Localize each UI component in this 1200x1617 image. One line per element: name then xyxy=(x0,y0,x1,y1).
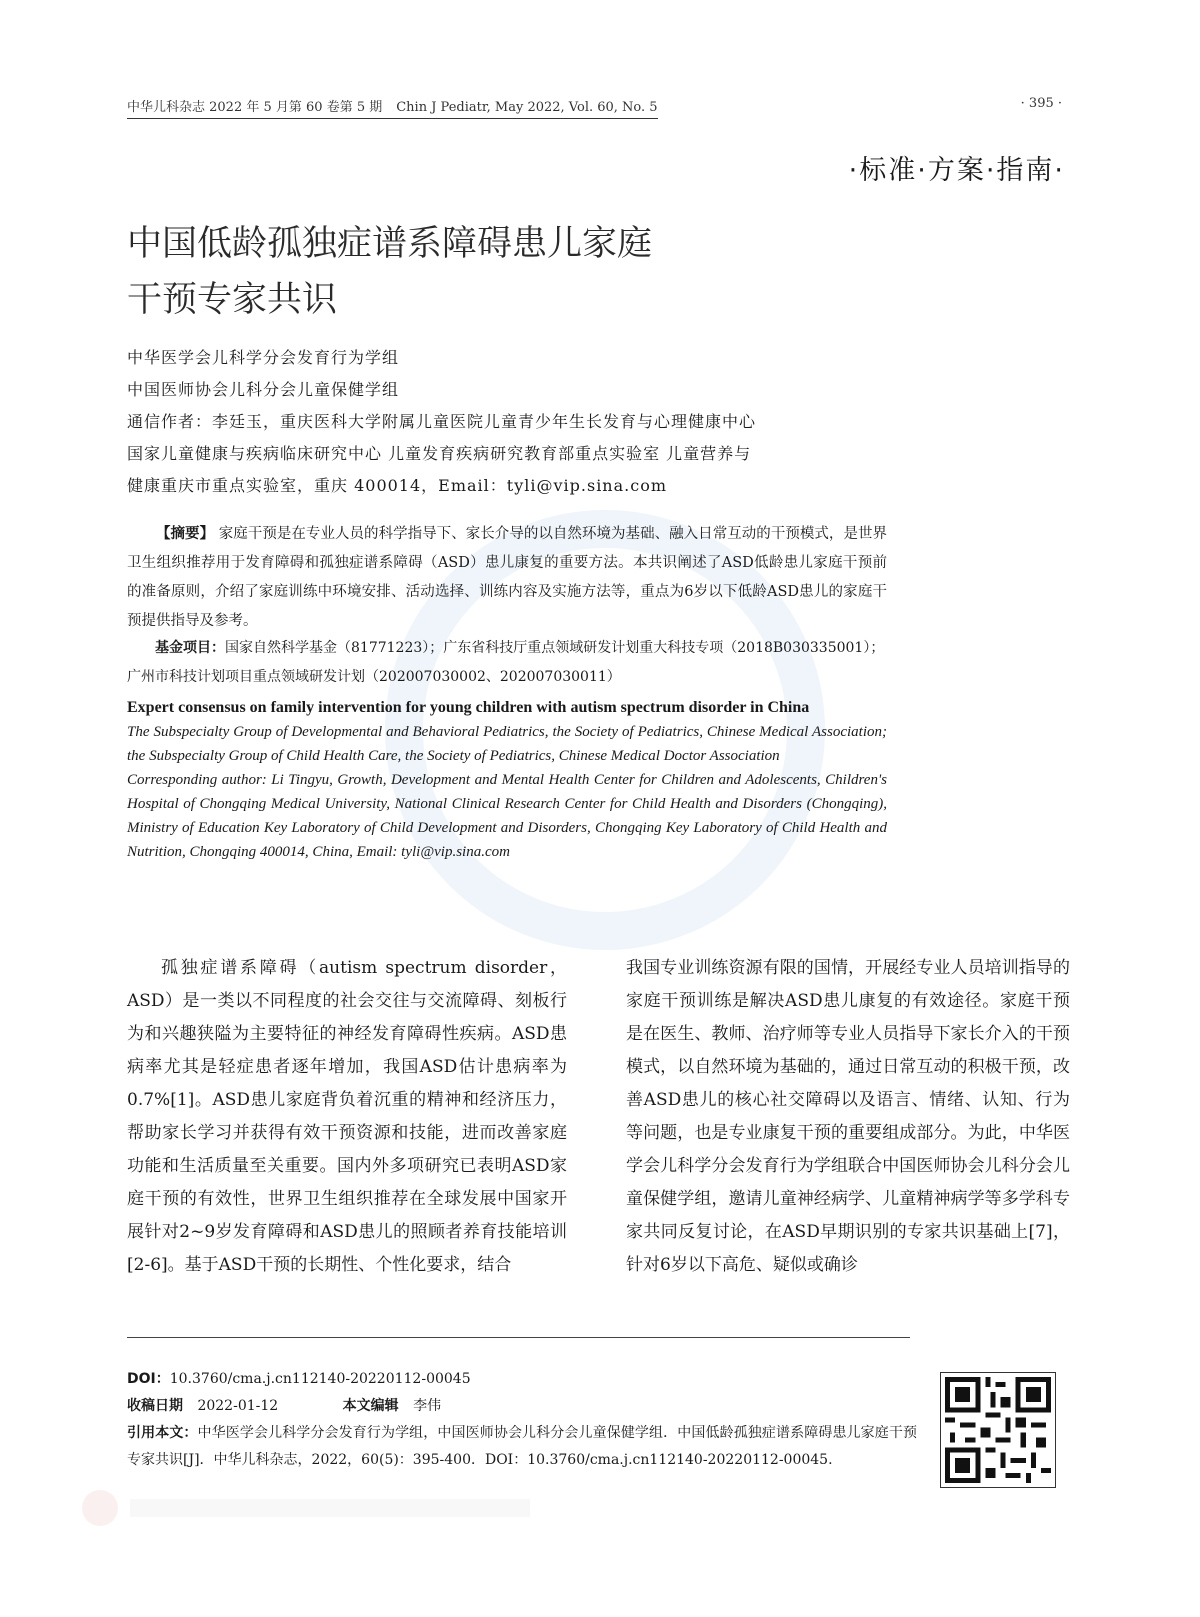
funding-text: 国家自然科学基金（81771223）；广东省科技厅重点领域研发计划重大科技专项（2018B030335001）；广州市科技计划项目重点领域研发计划（202007030002、202007030011） xyxy=(127,640,885,685)
english-corresponding: Corresponding author: Li Tingyu, Growth, Development and Mental Health Center for Children and Adolescents, Children's Hospital of Chongqing Medical University, National Clinical Research Center for Child Health and Disorders (Chongqing), Ministry of Education Key Laboratory of Child Development and Disorders, Chongqing Key Laboratory of Child Health and Nutrition, Chongqing 400014, China, Email: tyli@vip.sina.com xyxy=(127,772,887,860)
funding xyxy=(127,634,887,692)
title-line-1: 中国低龄孤独症谱系障碍患儿家庭 xyxy=(127,224,653,264)
abstract-text: 家庭干预是在专业人员的科学指导下、家长介导的以自然环境为基础、融入日常互动的干预模式，是世界卫生组织推荐用于发育障碍和孤独症谱系障碍（ASD）患儿康复的重要方法。本共识阐述了ASD低龄患儿家庭干预前的准备原则，介绍了家庭训练中环境安排、活动选择、训练内容及实施方法等，重点为6岁以下低龄ASD患儿的家庭干预提供指导及参考。 xyxy=(127,526,888,629)
corresponding-line-3: 健康重庆市重点实验室，重庆 400014，Email：tyli@vip.sina.com xyxy=(127,476,668,495)
doi-label: DOI： xyxy=(127,1371,170,1387)
cite-label: 引用本文： xyxy=(127,1425,198,1441)
english-block xyxy=(127,696,887,864)
body-column-2: 我国专业训练资源有限的国情，开展经专业人员培训指导的家庭干预训练是解决ASD患儿康复的有效途径。家庭干预是在医生、教师、治疗师等专业人员指导下家长介入的干预模式，以自然环境为基础的，通过日常互动的积极干预，改善ASD患儿的核心社交障碍以及语言、情绪、认知、行为等问题，也是专业康复干预的重要组成部分。为此，中华医学会儿科学分会发育行为学组联合中国医师协会儿科分会儿童保健学组，邀请儿童神经病学、儿童精神病学等多学科专家共同反复讨论，在ASD早期识别的专家共识基础上[7]，针对6岁以下高危、疑似或确诊 xyxy=(626,958,1070,1275)
footer-info xyxy=(127,1366,917,1474)
abstract-label: 【摘要】 xyxy=(156,526,215,542)
running-header xyxy=(127,96,658,119)
corresponding-line-2: 国家儿童健康与疾病临床研究中心 儿童发育疾病研究教育部重点实验室 儿童营养与 xyxy=(127,444,752,463)
doi-link[interactable]: 10.3760/cma.j.cn112140-20220112-00045 xyxy=(169,1371,471,1387)
section-label: ·标准·方案·指南· xyxy=(848,155,1065,186)
footer-divider xyxy=(127,1337,910,1338)
journal-en: Chin J Pediatr, May 2022, Vol. 60, No. 5 xyxy=(396,100,658,115)
english-title: Expert consensus on family intervention for young children with autism spectrum disorder in China xyxy=(127,699,810,716)
english-affiliation: The Subspecialty Group of Developmental and Behavioral Pediatrics, the Society of Pediatrics, Chinese Medical Association; the Subspecialty Group of Child Health Care, the Society of Pediatrics, Chinese Medical Doctor Association xyxy=(127,724,887,764)
cite-text: 中华医学会儿科学分会发育行为学组，中国医师协会儿科分会儿童保健学组．中国低龄孤独症谱系障碍患儿家庭干预专家共识[J]．中华儿科杂志，2022，60(5)：395-400．DOI：10.3760/cma.j.cn112140-20220112-00045. xyxy=(127,1425,917,1468)
abstract-cn xyxy=(127,520,887,636)
page-number: · 395 · xyxy=(1020,96,1062,111)
publisher-watermark xyxy=(80,1483,540,1533)
journal-cn: 中华儿科杂志 2022 年 5 月第 60 卷第 5 期 xyxy=(127,100,383,115)
editor-name: 李伟 xyxy=(413,1398,442,1414)
org-2: 中国医师协会儿科分会儿童保健学组 xyxy=(127,380,400,399)
org-1: 中华医学会儿科学分会发育行为学组 xyxy=(127,348,400,367)
corresponding-line-1: 通信作者：李廷玉，重庆医科大学附属儿童医院儿童青少年生长发育与心理健康中心 xyxy=(127,412,757,431)
received-date: 2022-01-12 xyxy=(197,1398,279,1414)
funding-label: 基金项目： xyxy=(155,640,225,656)
qr-code-icon xyxy=(940,1372,1056,1488)
received-label: 收稿日期 xyxy=(127,1398,183,1414)
article-title xyxy=(127,216,652,328)
editor-label: 本文编辑 xyxy=(342,1398,399,1414)
title-line-2: 干预专家共识 xyxy=(127,280,338,320)
body-column-1: 孤独症谱系障碍（autism spectrum disorder，ASD）是一类以不同程度的社会交往与交流障碍、刻板行为和兴趣狭隘为主要特征的神经发育障碍性疾病。ASD患病率尤其是轻症患者逐年增加，我国ASD估计患病率为0.7%[1]。ASD患儿家庭背负着沉重的精神和经济压力，帮助家长学习并获得有效干预资源和技能，进而改善家庭功能和生活质量至关重要。国内外多项研究已表明ASD家庭干预的有效性，世界卫生组织推荐在全球发展中国家开展针对2~9岁发育障碍和ASD患儿的照顾者养育技能培训[2-6]。基于ASD干预的长期性、个性化要求，结合 xyxy=(127,958,567,1275)
author-block xyxy=(127,342,887,502)
